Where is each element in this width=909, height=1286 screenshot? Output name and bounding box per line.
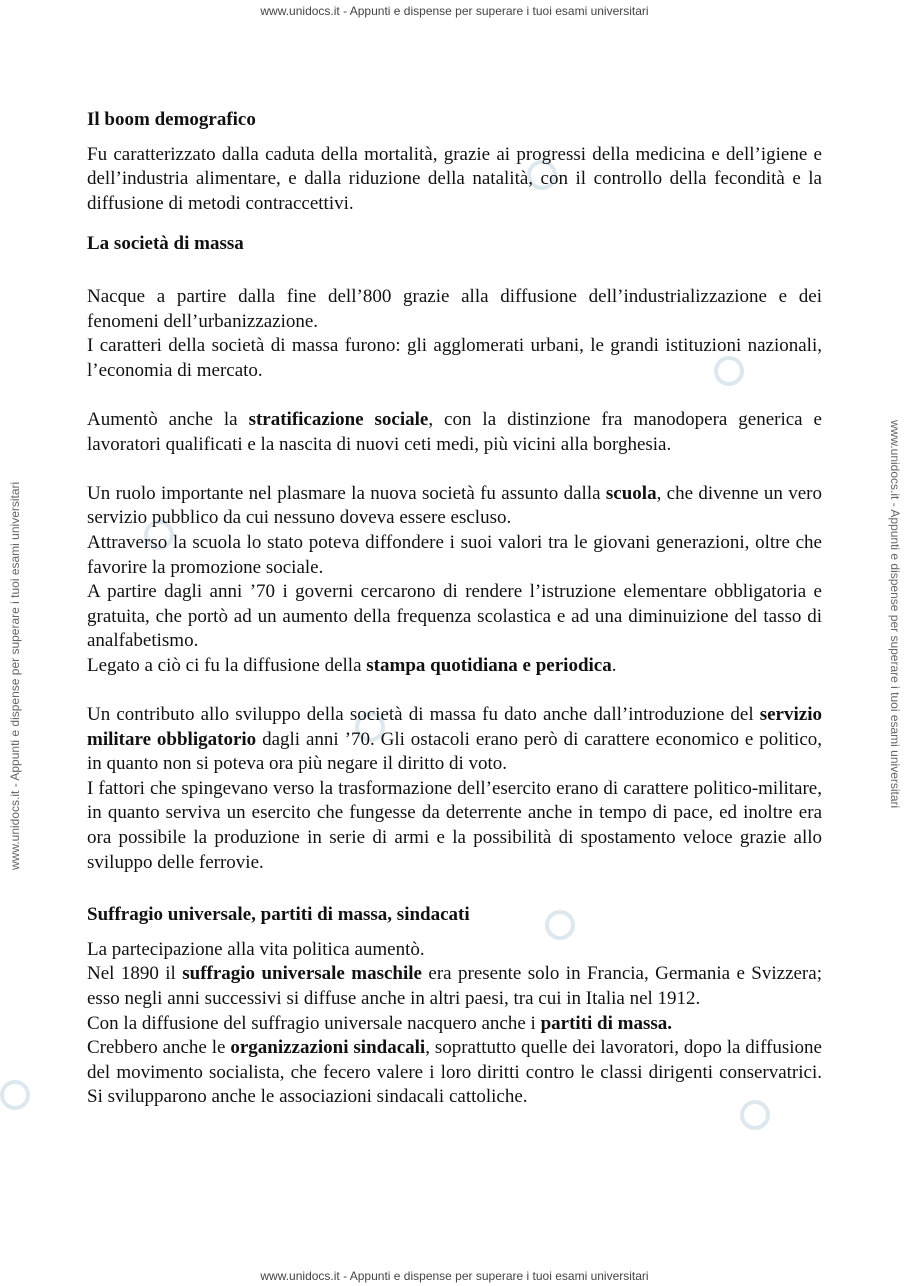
paragraph: Nacque a partire dalla fine dell’800 grazie alla diffusione dell’industrializzazione e dei fenomeni dell’urbanizzazione. bbox=[87, 285, 822, 332]
text-run: Crebbero anche le bbox=[87, 1037, 231, 1059]
text-run: Nel 1890 il bbox=[87, 963, 183, 985]
text-run: Un contributo allo sviluppo della società di massa fu dato anche dall’introduzione del bbox=[87, 704, 760, 726]
watermark-bottom: www.unidocs.it - Appunti e dispense per superare i tuoi esami universitari bbox=[260, 1269, 649, 1283]
text-run: Con la diffusione del suffragio universale nacquero anche i bbox=[87, 1012, 541, 1034]
bold-term: stampa quotidiana e periodica bbox=[366, 654, 612, 676]
paragraph: A partire dagli anni ’70 i governi cercarono di rendere l’istruzione elementare obbligatoria e gratuita, che portò ad un aumento della frequenza scolastica e ad una diminuizione del tasso di analfabetismo. bbox=[87, 581, 822, 652]
paragraph bbox=[87, 482, 822, 531]
paragraph bbox=[87, 962, 822, 1011]
text-run: era presente solo in Francia, Germania e Svizzera; esso negli anni successivi si diffuse anche in altri paesi, tra cui in Italia nel 1912. bbox=[87, 963, 822, 1009]
paragraph: Attraverso la scuola lo stato poteva diffondere i suoi valori tra le giovani generazioni, oltre che favorire la promozione sociale. bbox=[87, 531, 822, 578]
bold-term: stratificazione sociale bbox=[248, 408, 429, 430]
paragraph bbox=[87, 654, 822, 679]
text-run: , che divenne un vero servizio pubblico da cui nessuno doveva essere escluso. bbox=[87, 482, 822, 529]
bold-term: partiti di massa. bbox=[540, 1012, 673, 1034]
bold-term: servizio militare obbligatorio bbox=[87, 704, 822, 750]
section-title-massa: La società di massa bbox=[87, 233, 244, 255]
text-run: , soprattutto quelle dei lavoratori, dopo la diffusione del movimento socialista, che fecero valere i loro diritti contro le classi dirigenti conservatrici. Si svilupparono anche le associazioni sindacali cattoliche. bbox=[87, 1037, 822, 1108]
unidocs-logo-icon bbox=[0, 1080, 30, 1110]
paragraph: Fu caratterizzato dalla caduta della mortalità, grazie ai progressi della medicina e dell’igiene e dell’industria alimentare, e dalla riduzione della natalità, con il controllo della fecondità e la diffusione di metodi contraccettivi. bbox=[87, 143, 822, 214]
bold-term: suffragio universale maschile bbox=[182, 963, 422, 985]
text-run: Legato a ciò ci fu la diffusione della bbox=[87, 654, 367, 676]
watermark-left: www.unidocs.it - Appunti e dispense per superare i tuoi esami universitari bbox=[8, 481, 22, 870]
paragraph: I caratteri della società di massa furono: gli agglomerati urbani, le grandi istituzioni nazionali, l’economia di mercato. bbox=[87, 335, 822, 381]
text-run: Un ruolo importante nel plasmare la nuova società fu assunto dalla bbox=[87, 482, 606, 504]
watermark-right: www.unidocs.it - Appunti e dispense per superare i tuoi esami universitari bbox=[888, 420, 902, 809]
paragraph bbox=[87, 408, 822, 457]
section-title-boom: Il boom demografico bbox=[87, 109, 256, 130]
bold-term: organizzazioni sindacali bbox=[230, 1037, 426, 1059]
paragraph bbox=[87, 1012, 822, 1037]
paragraph: I fattori che spingevano verso la trasformazione dell’esercito erano di carattere politico-militare, in quanto serviva un esercito che fungesse da deterrente anche in tempo di pace, ed inoltre era ora possibile la produzione in serie di armi e la possibilità di spostamento veloce grazie allo sviluppo delle ferrovie. bbox=[87, 777, 822, 873]
text-run: . bbox=[611, 654, 617, 676]
paragraph: La partecipazione alla vita politica aumentò. bbox=[87, 938, 425, 960]
paragraph bbox=[87, 1036, 822, 1110]
text-run: , con la distinzione fra manodopera generica e lavoratori qualificati e la nascita di nuovi ceti medi, più vicini alla borghesia. bbox=[87, 408, 822, 455]
watermark-top: www.unidocs.it - Appunti e dispense per superare i tuoi esami universitari bbox=[260, 4, 649, 18]
text-run: Aumentò anche la bbox=[87, 408, 249, 430]
document-body bbox=[87, 108, 822, 1110]
section-title-suffragio: Suffragio universale, partiti di massa, sindacati bbox=[87, 904, 470, 926]
text-run: dagli anni ’70. Gli ostacoli erano però di carattere economico e politico, in quanto non si poteva ora più negare il diritto di voto. bbox=[87, 728, 823, 775]
paragraph bbox=[87, 703, 822, 777]
bold-term: scuola bbox=[605, 482, 657, 504]
